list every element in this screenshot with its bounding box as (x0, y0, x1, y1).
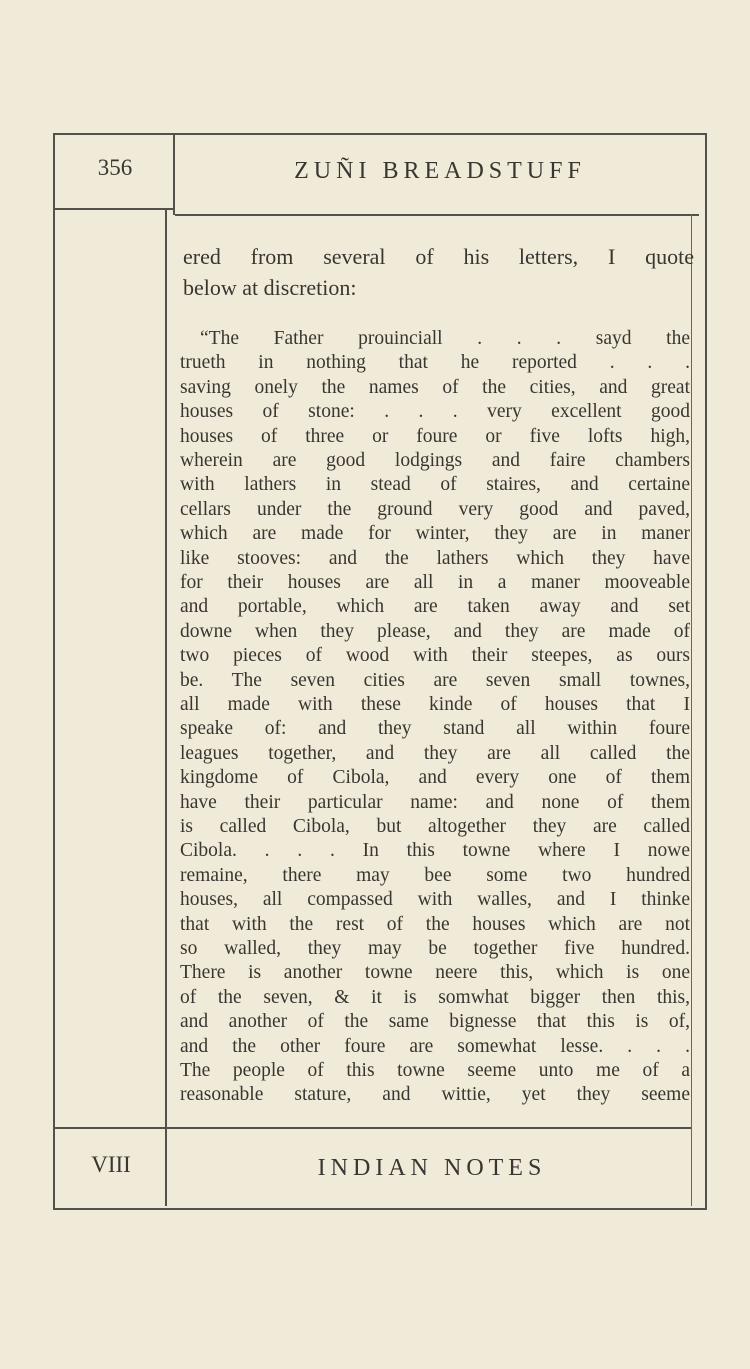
quote-text-line: kingdome of Cibola, and every one of them (180, 767, 690, 789)
quote-text-line: The people of this towne seeme unto me of a (180, 1060, 690, 1081)
quote-text-line: reasonable stature, and wittie, yet they seeme (180, 1084, 690, 1106)
quote-text-line: with lathers in stead of staires, and certaine (180, 474, 690, 496)
quote-text-line: two pieces of wood with their steepes, as ours (180, 645, 690, 667)
quote-text-line: saving onely the names of the cities, and great (180, 376, 690, 398)
quote-text-line: for their houses are all in a maner mooveable (180, 572, 690, 593)
margin-column-rule (165, 208, 167, 1206)
quote-text-line: downe when they please, and they are made of (180, 620, 690, 642)
quote-text-line: all made with these kinde of houses that I (180, 694, 690, 715)
quote-text-line: cellars under the ground very good and paved, (180, 498, 690, 520)
running-title: ZUÑI BREADSTUFF (294, 158, 586, 184)
quote-text-line: which are made for winter, they are in maner (180, 523, 690, 545)
quote-text-line: “The Father prouinciall . . . sayd the (200, 328, 690, 349)
header-divider (173, 135, 175, 215)
quote-text-line: houses, all compassed with walles, and I thinke (180, 889, 690, 911)
lead-text-line: ered from several of his letters, I quote (183, 244, 694, 269)
quote-text-line: that with the rest of the houses which are not (180, 913, 690, 935)
quote-text-line: wherein are good lodgings and faire chambers (180, 450, 690, 471)
quote-text-line: There is another towne neere this, which is one (180, 962, 690, 984)
footer-rule (55, 1127, 691, 1129)
volume-number: VIII (91, 1152, 131, 1177)
quote-text-line: of the seven, & it is somwhat bigger then this, (180, 986, 690, 1008)
quote-text-line: trueth in nothing that he reported . . . (180, 352, 690, 374)
quote-text-line: so walled, they may be together five hundred. (180, 938, 690, 959)
quote-text-line: speake of: and they stand all within foure (180, 718, 690, 740)
quote-text-line: have their particular name: and none of them (180, 791, 690, 813)
lead-text-line: below at discretion: (183, 275, 357, 300)
quote-text-line: and portable, which are taken away and set (180, 596, 690, 618)
header-rule-right (175, 214, 699, 216)
quote-text-line: remaine, there may bee some two hundred (180, 864, 690, 886)
quote-text-line: be. The seven cities are seven small townes, (180, 669, 690, 691)
quote-text-line: and another of the same bignesse that this is of, (180, 1011, 690, 1033)
quote-text-line: is called Cibola, but altogether they are called (180, 816, 690, 837)
quote-text-line: and the other foure are somewhat lesse. . . . (180, 1035, 690, 1057)
page-number: 356 (97, 155, 133, 180)
header-rule-left (55, 208, 175, 210)
quote-text-line: leagues together, and they are all called the (180, 742, 690, 764)
text-column-rule (691, 214, 692, 1206)
quote-text-line: Cibola. . . . In this towne where I nowe (180, 840, 690, 862)
quote-text-line: houses of stone: . . . very excellent good (180, 401, 690, 423)
quote-text-line: like stooves: and the lathers which they have (180, 547, 690, 569)
quote-text-line: houses of three or foure or five lofts high, (180, 425, 690, 447)
series-title: INDIAN NOTES (317, 1155, 547, 1181)
